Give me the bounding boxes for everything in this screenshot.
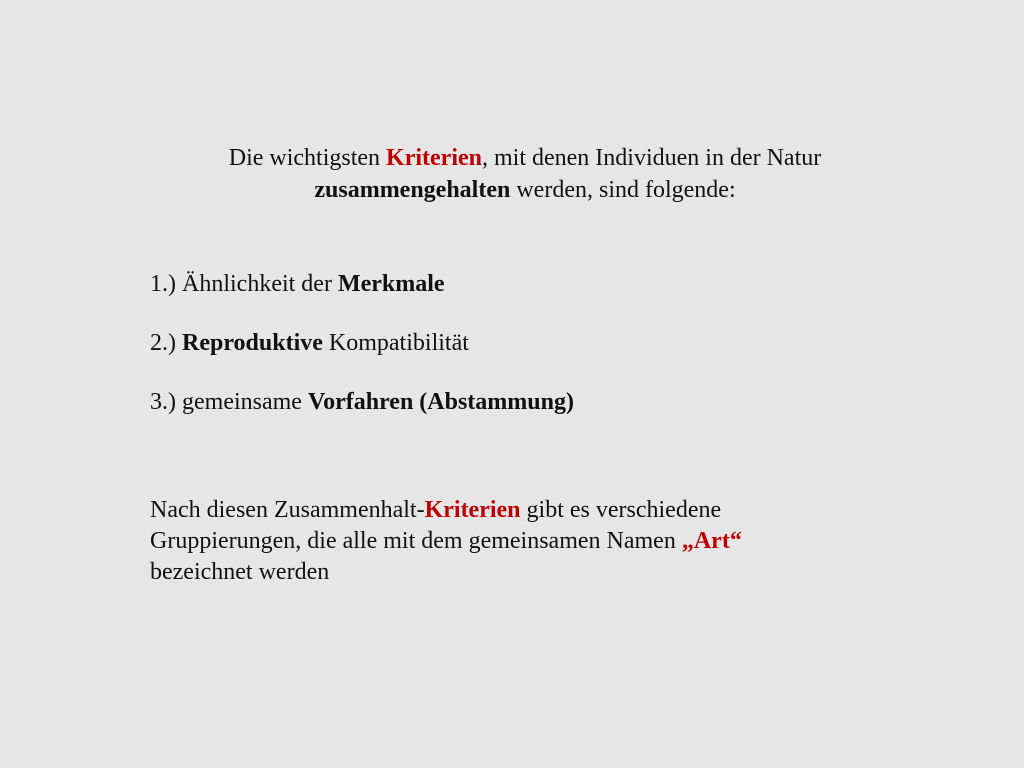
criteria-number: 1.): [150, 271, 182, 297]
conclusion-kriterien-highlight: Kriterien: [424, 497, 521, 523]
criteria-text-post: Kompatibilität: [322, 330, 469, 356]
conclusion-part4: bezeichnet werden: [150, 559, 330, 585]
criteria-keyword: Reproduktive: [182, 330, 323, 356]
conclusion-part3: Gruppierungen, die alle mit dem gemeinsamen Namen: [150, 528, 682, 554]
criteria-keyword: Vorfahren (Abstammung): [307, 389, 574, 415]
intro-heading: [150, 142, 900, 206]
conclusion-paragraph: [150, 495, 910, 588]
criteria-text: gemeinsame: [182, 389, 308, 415]
conclusion-art-highlight: „Art“: [681, 528, 742, 554]
criteria-text: Ähnlichkeit der: [182, 271, 338, 297]
criteria-keyword: Merkmale: [337, 271, 445, 297]
criteria-item-1: [150, 268, 910, 300]
intro-zusammengehalten: zusammengehalten: [314, 177, 511, 203]
criteria-item-2: [150, 327, 910, 359]
intro-line1-rest: , mit denen Individuen in der Natur: [482, 145, 822, 171]
intro-line1-text: Die wichtigsten: [228, 145, 387, 171]
criteria-number: 3.): [150, 389, 182, 415]
intro-kriterien-highlight: Kriterien: [386, 145, 482, 171]
conclusion-part2: gibt es verschiedene: [520, 497, 722, 523]
intro-line2-rest: werden, sind folgende:: [510, 177, 736, 203]
conclusion-part1: Nach diesen Zusammenhalt-: [150, 497, 425, 523]
criteria-item-3: [150, 386, 910, 418]
criteria-number: 2.): [150, 330, 182, 356]
criteria-list: [150, 268, 910, 445]
